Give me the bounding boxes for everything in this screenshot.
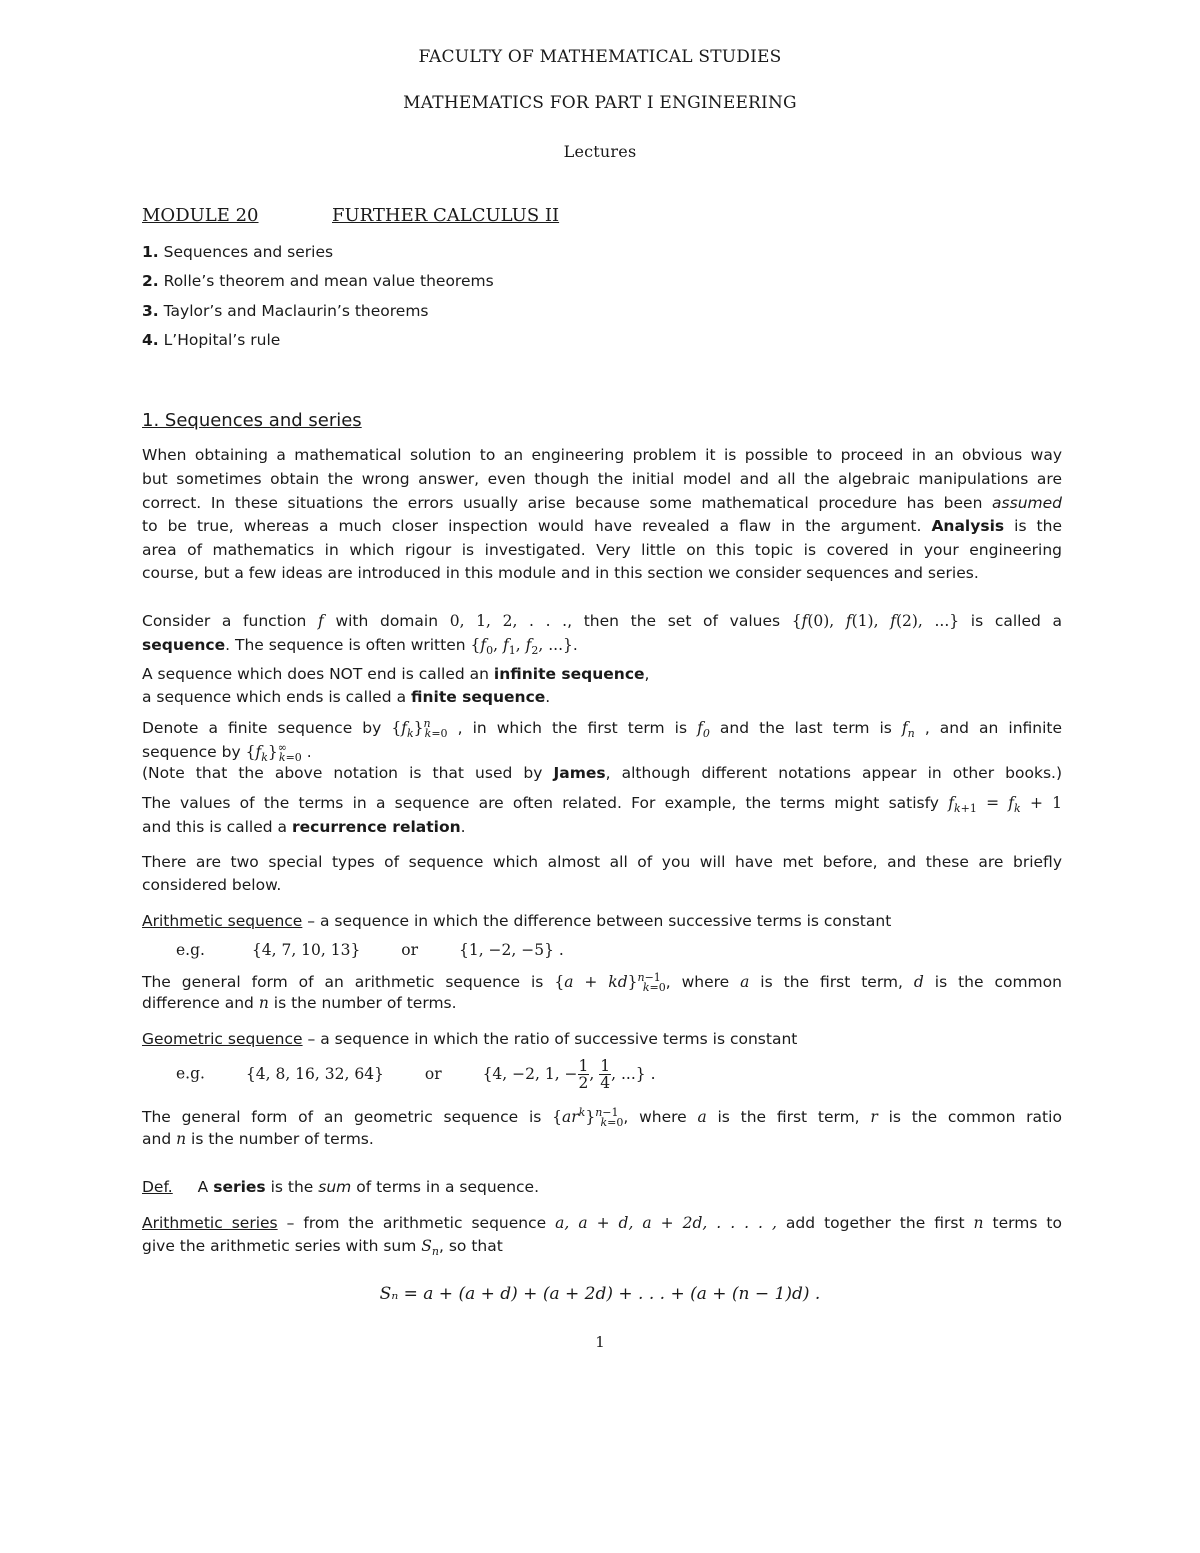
definition-line: Def. A series is the sum of terms in a sequence. xyxy=(142,1178,540,1196)
toc-item: 4. L’Hopital’s rule xyxy=(142,331,281,349)
course-title: MATHEMATICS FOR PART I ENGINEERING xyxy=(403,93,797,113)
paragraph-line: a sequence which ends is called a finite sequence. xyxy=(142,688,551,706)
paragraph-line: A sequence which does NOT end is called an infinite sequence, xyxy=(142,665,650,683)
section-heading: 1. Sequences and series xyxy=(142,410,362,431)
term-arithmetic-sequence: Arithmetic sequence xyxy=(142,912,303,930)
example-line: e.g. {4, 8, 16, 32, 64} or {4, −2, 1, − $\frac{1}{2}$ , $\frac{1}{4}$ , ...} . xyxy=(176,1057,656,1092)
paragraph-line: difference and n is the number of terms. xyxy=(142,994,457,1012)
paragraph-line: The general form of an geometric sequence is $\{ar^k\}^{n-1}_{k=0}$, where a is the first term, r is the common ratio xyxy=(142,1106,1062,1130)
paragraph-line: course, but a few ideas are introduced in this module and in this section we consider sequences and series. xyxy=(142,564,979,582)
term-geometric-sequence: Geometric sequence xyxy=(142,1030,303,1048)
lectures-label: Lectures xyxy=(563,142,637,161)
module-number: MODULE 20 xyxy=(142,205,259,226)
paragraph-line: to be true, whereas a much closer inspection would have revealed a flaw in the argument. Analysis is the xyxy=(142,517,1062,535)
paragraph-line: There are two special types of sequence which almost all of you will have met before, and these are briefly xyxy=(142,853,1062,871)
toc-item: 3. Taylor’s and Maclaurin’s theorems xyxy=(142,302,429,320)
paragraph-line: but sometimes obtain the wrong answer, even though the initial model and all the algebraic manipulations are xyxy=(142,470,1062,488)
term-arithmetic-series: Arithmetic series xyxy=(142,1214,278,1232)
paragraph-line: considered below. xyxy=(142,876,282,894)
paragraph-line: Arithmetic sequence – a sequence in which the difference between successive terms is constant xyxy=(142,912,892,930)
paragraph-line: Arithmetic series – from the arithmetic sequence a, a + d, a + 2d, . . . . , add together the first n terms to xyxy=(142,1214,1062,1232)
paragraph-line: sequence by $\{f_k\}^\infty_{k=0}$ . xyxy=(142,741,312,765)
paragraph-line: Consider a function f with domain 0, 1, 2, . . ., then the set of values {f(0), f(1), f(2), ...} is called a xyxy=(142,612,1062,630)
page-number: 1 xyxy=(595,1333,605,1351)
toc-item: 1. Sequences and series xyxy=(142,243,334,261)
paragraph-line: The values of the terms in a sequence are often related. For example, the terms might satisfy $f_{k+1} = f_k + 1$ xyxy=(142,794,1063,816)
paragraph-line: When obtaining a mathematical solution to an engineering problem it is possible to proceed in an obvious way xyxy=(142,446,1062,464)
paragraph-line: area of mathematics in which rigour is investigated. Very little on this topic is covered in your engineering xyxy=(142,541,1062,559)
paragraph-line: (Note that the above notation is that used by James, although different notations appear in other books.) xyxy=(142,764,1062,782)
paragraph-line: Geometric sequence – a sequence in which the ratio of successive terms is constant xyxy=(142,1030,798,1048)
paragraph-line: give the arithmetic series with sum $S_n$, so that xyxy=(142,1237,503,1259)
toc-item: 2. Rolle’s theorem and mean value theorems xyxy=(142,272,494,290)
paragraph-line: sequence. The sequence is often written {$f_0$, $f_1$, $f_2$, ...}. xyxy=(142,636,578,658)
paragraph-line: and n is the number of terms. xyxy=(142,1130,374,1148)
paragraph-line: Denote a finite sequence by $\{f_k\}^n_{k=0}$ , in which the first term is $f_0$ and the last term is $f_n$ , and an infinite xyxy=(142,717,1063,741)
faculty-title: FACULTY OF MATHEMATICAL STUDIES xyxy=(418,47,782,67)
module-title: FURTHER CALCULUS II xyxy=(332,205,560,226)
example-line: e.g. {4, 7, 10, 13} or {1, −2, −5} . xyxy=(176,941,564,959)
series-equation: Sₙ = a + (a + d) + (a + 2d) + . . . + (a + (n − 1)d) . xyxy=(379,1284,821,1304)
paragraph-line: and this is called a recurrence relation. xyxy=(142,818,466,836)
paragraph-line: correct. In these situations the errors usually arise because some mathematical procedure has been assumed xyxy=(142,494,1062,512)
paragraph-line: The general form of an arithmetic sequence is {a + kd}$^{n-1}_{k=0}$, where a is the first term, d is the common xyxy=(142,971,1062,995)
